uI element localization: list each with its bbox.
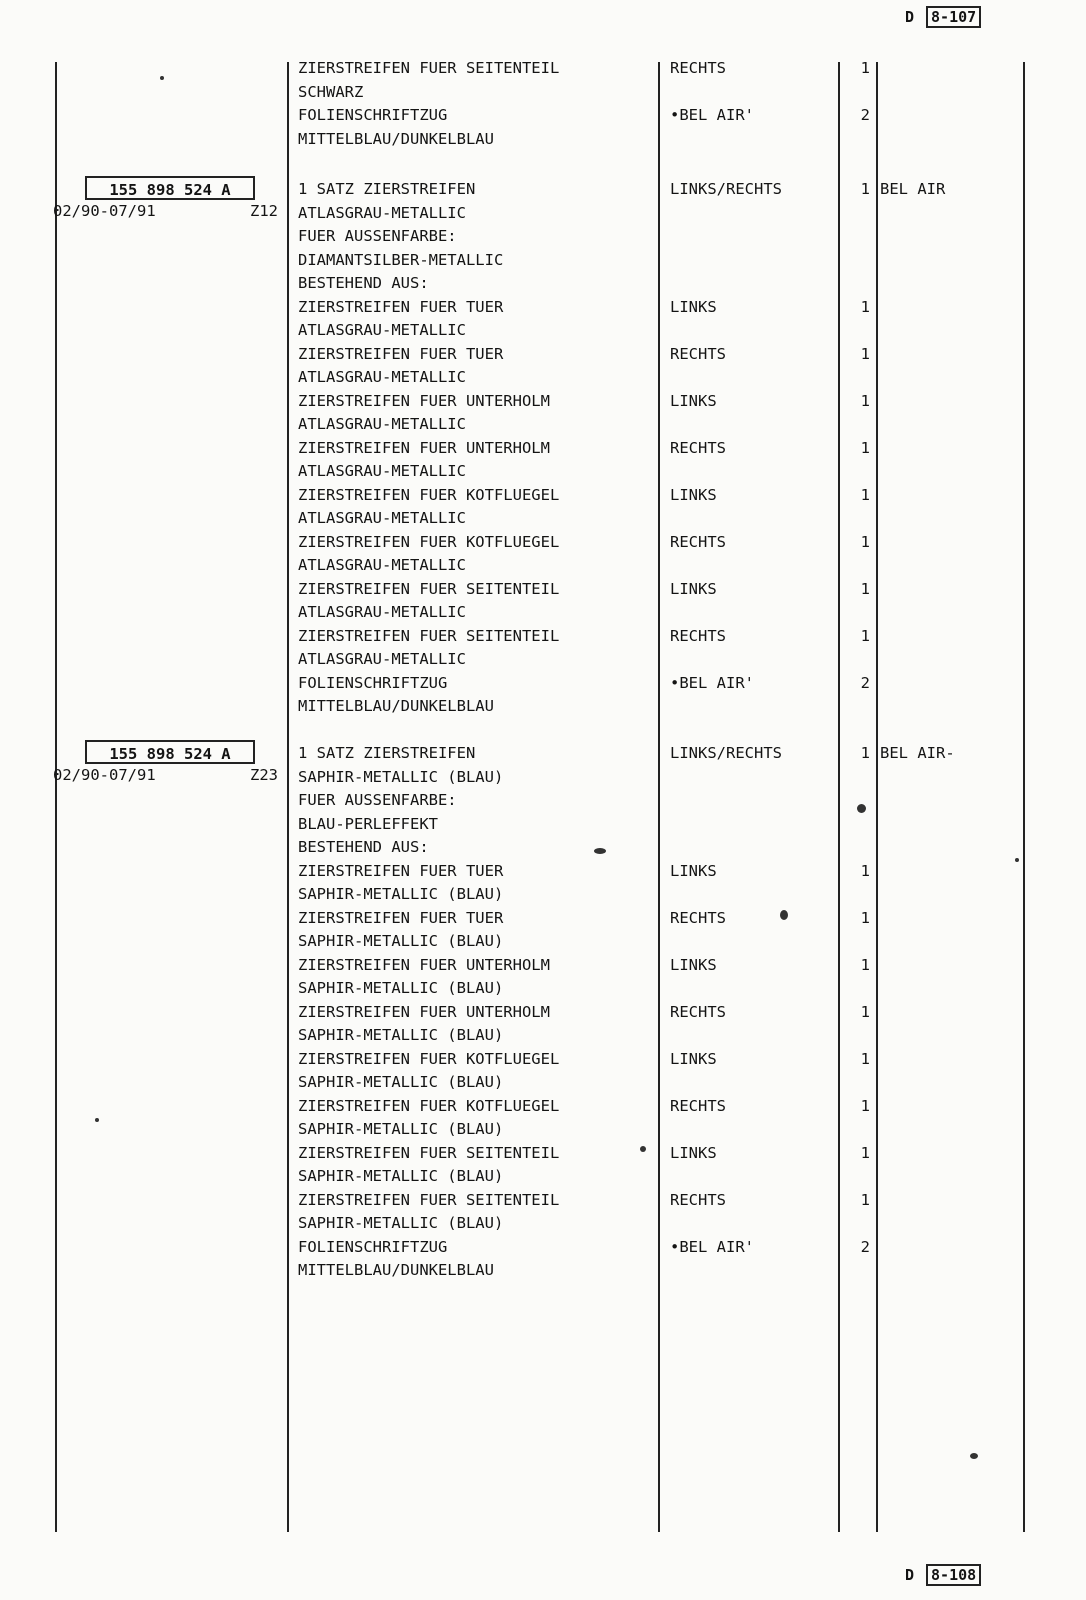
direction-cell: RECHTS: [670, 909, 726, 927]
column-rule-quantity: [838, 62, 840, 1532]
description-line: ATLASGRAU-METALLIC: [298, 204, 466, 222]
column-rule-direction: [658, 62, 660, 1532]
direction-cell: RECHTS: [670, 345, 726, 363]
direction-cell: •BEL AIR': [670, 674, 754, 692]
description-line: 1 SATZ ZIERSTREIFEN: [298, 180, 476, 198]
description-line: ZIERSTREIFEN FUER KOTFLUEGEL: [298, 486, 560, 504]
description-line: MITTELBLAU/DUNKELBLAU: [298, 130, 494, 148]
footer-prefix: D: [905, 1566, 915, 1584]
description-line: ATLASGRAU-METALLIC: [298, 321, 466, 339]
description-line: ZIERSTREIFEN FUER UNTERHOLM: [298, 956, 550, 974]
quantity-cell: 1: [860, 439, 870, 457]
description-line: FOLIENSCHRIFTZUG: [298, 106, 448, 124]
direction-cell: RECHTS: [670, 1097, 726, 1115]
description-line: ATLASGRAU-METALLIC: [298, 650, 466, 668]
description-line: SAPHIR-METALLIC (BLAU): [298, 1214, 504, 1232]
description-line: SAPHIR-METALLIC (BLAU): [298, 1026, 504, 1044]
quantity-cell: 1: [860, 744, 870, 762]
date-range: 02/90-07/91: [53, 766, 156, 784]
color-code: Z12: [250, 202, 278, 220]
quantity-cell: 1: [860, 392, 870, 410]
quantity-cell: 1: [860, 486, 870, 504]
quantity-cell: 1: [860, 1003, 870, 1021]
description-line: ZIERSTREIFEN FUER TUER: [298, 909, 504, 927]
direction-cell: LINKS: [670, 298, 717, 316]
description-line: ZIERSTREIFEN FUER SEITENTEIL: [298, 59, 560, 77]
column-rule-right: [1023, 62, 1025, 1532]
description-line: BESTEHEND AUS:: [298, 274, 429, 292]
quantity-cell: 2: [860, 674, 870, 692]
page-footer: [905, 1566, 981, 1584]
column-rule-description: [287, 62, 289, 1532]
quantity-cell: 1: [860, 298, 870, 316]
description-line: BLAU-PERLEFFEKT: [298, 815, 438, 833]
quantity-cell: 1: [860, 533, 870, 551]
direction-cell: RECHTS: [670, 627, 726, 645]
quantity-cell: 1: [860, 59, 870, 77]
description-line: ATLASGRAU-METALLIC: [298, 556, 466, 574]
direction-cell: RECHTS: [670, 59, 726, 77]
direction-cell: LINKS: [670, 580, 717, 598]
part-number-box: 155 898 524 A: [85, 176, 255, 200]
header-page-code: 8-107: [926, 6, 981, 28]
direction-cell: LINKS: [670, 862, 717, 880]
description-line: ATLASGRAU-METALLIC: [298, 415, 466, 433]
scan-speck: [640, 1146, 646, 1152]
description-line: ZIERSTREIFEN FUER SEITENTEIL: [298, 580, 560, 598]
description-line: ZIERSTREIFEN FUER SEITENTEIL: [298, 1144, 560, 1162]
quantity-cell: 1: [860, 1097, 870, 1115]
description-line: ZIERSTREIFEN FUER TUER: [298, 862, 504, 880]
color-code: Z23: [250, 766, 278, 784]
scan-speck: [1015, 858, 1019, 862]
direction-cell: •BEL AIR': [670, 1238, 754, 1256]
direction-cell: LINKS/RECHTS: [670, 180, 782, 198]
description-line: ZIERSTREIFEN FUER KOTFLUEGEL: [298, 1097, 560, 1115]
scan-speck: [95, 1118, 99, 1122]
description-line: SAPHIR-METALLIC (BLAU): [298, 1073, 504, 1091]
quantity-cell: 1: [860, 862, 870, 880]
description-line: ATLASGRAU-METALLIC: [298, 603, 466, 621]
description-line: ZIERSTREIFEN FUER UNTERHOLM: [298, 1003, 550, 1021]
direction-cell: RECHTS: [670, 1191, 726, 1209]
description-line: SAPHIR-METALLIC (BLAU): [298, 932, 504, 950]
quantity-cell: 1: [860, 909, 870, 927]
remark-cell: BEL AIR-: [880, 744, 955, 762]
part-number-box: 155 898 524 A: [85, 740, 255, 764]
scan-speck: [857, 804, 866, 813]
description-line: 1 SATZ ZIERSTREIFEN: [298, 744, 476, 762]
quantity-cell: 1: [860, 627, 870, 645]
description-line: FUER AUSSENFARBE:: [298, 227, 457, 245]
description-line: SAPHIR-METALLIC (BLAU): [298, 979, 504, 997]
quantity-cell: 1: [860, 1191, 870, 1209]
description-line: SAPHIR-METALLIC (BLAU): [298, 1120, 504, 1138]
quantity-cell: 1: [860, 345, 870, 363]
description-line: ZIERSTREIFEN FUER KOTFLUEGEL: [298, 1050, 560, 1068]
description-line: ATLASGRAU-METALLIC: [298, 368, 466, 386]
description-line: SCHWARZ: [298, 83, 364, 101]
direction-cell: LINKS: [670, 486, 717, 504]
description-line: FUER AUSSENFARBE:: [298, 791, 457, 809]
direction-cell: LINKS: [670, 1050, 717, 1068]
scan-speck: [160, 76, 164, 80]
description-line: ZIERSTREIFEN FUER UNTERHOLM: [298, 392, 550, 410]
description-line: FOLIENSCHRIFTZUG: [298, 1238, 448, 1256]
page-header: [905, 8, 981, 26]
description-line: ATLASGRAU-METALLIC: [298, 509, 466, 527]
quantity-cell: 2: [860, 1238, 870, 1256]
direction-cell: •BEL AIR': [670, 106, 754, 124]
description-line: ZIERSTREIFEN FUER TUER: [298, 345, 504, 363]
date-range: 02/90-07/91: [53, 202, 156, 220]
direction-cell: RECHTS: [670, 439, 726, 457]
description-line: MITTELBLAU/DUNKELBLAU: [298, 1261, 494, 1279]
description-line: ZIERSTREIFEN FUER UNTERHOLM: [298, 439, 550, 457]
direction-cell: LINKS: [670, 956, 717, 974]
description-line: SAPHIR-METALLIC (BLAU): [298, 885, 504, 903]
description-line: ZIERSTREIFEN FUER SEITENTEIL: [298, 1191, 560, 1209]
description-line: FOLIENSCHRIFTZUG: [298, 674, 448, 692]
description-line: SAPHIR-METALLIC (BLAU): [298, 768, 504, 786]
direction-cell: LINKS: [670, 392, 717, 410]
direction-cell: RECHTS: [670, 533, 726, 551]
quantity-cell: 2: [860, 106, 870, 124]
scan-speck: [970, 1453, 978, 1459]
direction-cell: LINKS/RECHTS: [670, 744, 782, 762]
quantity-cell: 1: [860, 180, 870, 198]
description-line: ZIERSTREIFEN FUER SEITENTEIL: [298, 627, 560, 645]
scan-speck: [780, 910, 788, 920]
footer-page-code: 8-108: [926, 1564, 981, 1586]
header-prefix: D: [905, 8, 915, 26]
quantity-cell: 1: [860, 1050, 870, 1068]
description-line: MITTELBLAU/DUNKELBLAU: [298, 697, 494, 715]
description-line: SAPHIR-METALLIC (BLAU): [298, 1167, 504, 1185]
description-line: ATLASGRAU-METALLIC: [298, 462, 466, 480]
column-rule-left: [55, 62, 57, 1532]
description-line: ZIERSTREIFEN FUER TUER: [298, 298, 504, 316]
description-line: BESTEHEND AUS:: [298, 838, 429, 856]
scan-speck: [594, 848, 606, 854]
quantity-cell: 1: [860, 580, 870, 598]
quantity-cell: 1: [860, 956, 870, 974]
direction-cell: LINKS: [670, 1144, 717, 1162]
column-rule-remark: [876, 62, 878, 1532]
quantity-cell: 1: [860, 1144, 870, 1162]
description-line: ZIERSTREIFEN FUER KOTFLUEGEL: [298, 533, 560, 551]
description-line: DIAMANTSILBER-METALLIC: [298, 251, 504, 269]
remark-cell: BEL AIR: [880, 180, 946, 198]
direction-cell: RECHTS: [670, 1003, 726, 1021]
